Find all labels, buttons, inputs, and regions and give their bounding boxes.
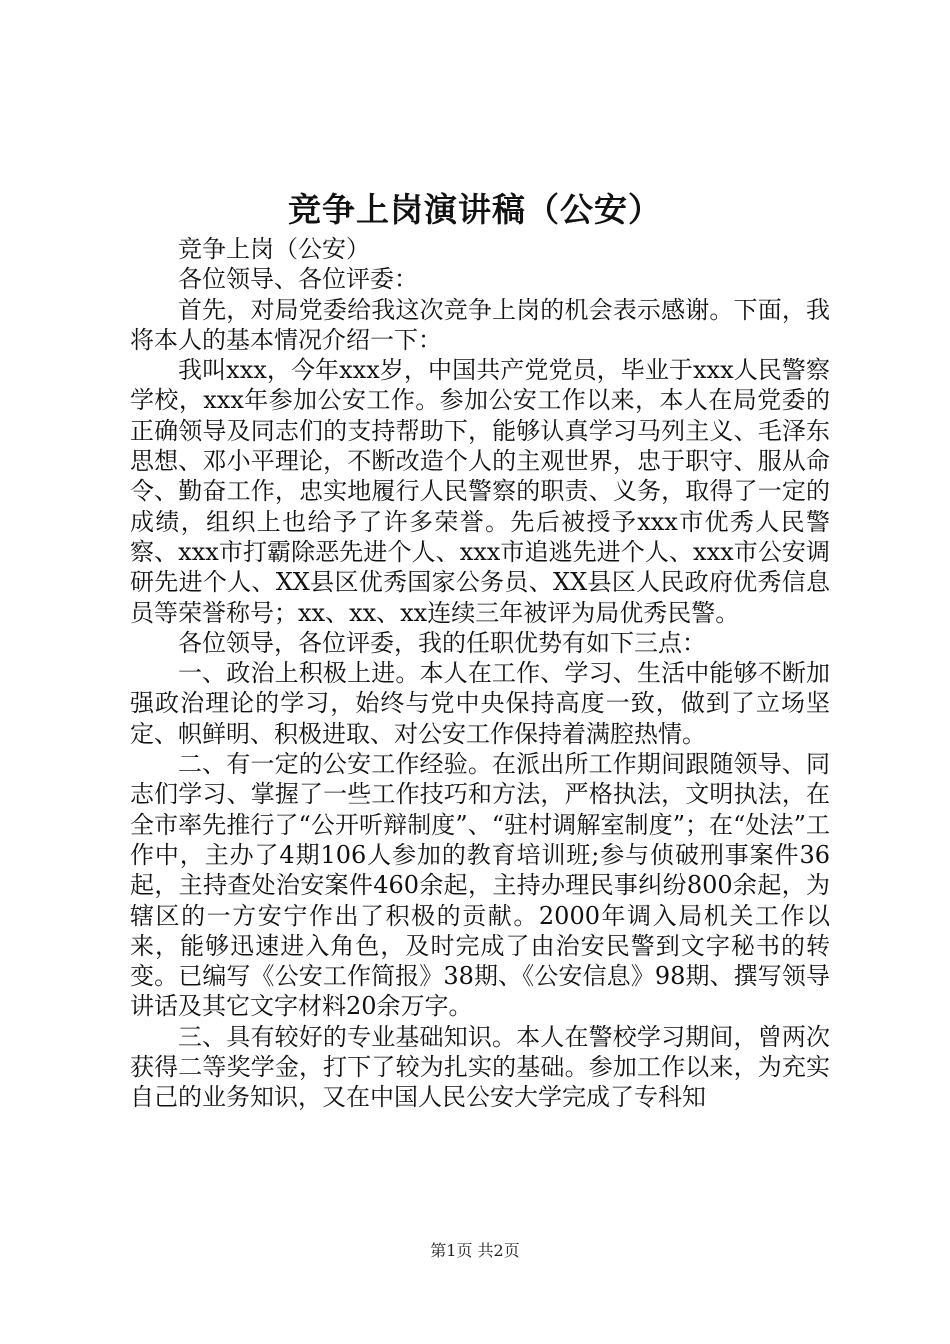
paragraph-personal-info: 我叫xxx，今年xxx岁，中国共产党党员，毕业于xxx人民警察学校，xxx年参加公安工作。参加公安工作以来，本人在局党委的正确领导及同志们的支持帮助下，能够认真学习马列主义、毛泽东思想、邓小平理论，不断改造个人的主观世界，忠于职守、服从命令、勤奋工作，忠实地履行人民警察的职责、义务，取得了一定的成绩，组织上也给予了许多荣誉。先后被授予xxx市优秀人民警察、xxx市打霸除恶先进个人、xxx市追逃先进个人、xxx市公安调研先进个人、XX县区优秀国家公务员、XX县区人民政府优秀信息员等荣誉称号；xx、xx、xx连续三年被评为局优秀民警。 xyxy=(130,356,830,627)
document-title: 竞争上岗演讲稿（公安） xyxy=(288,190,662,229)
document-body xyxy=(130,234,830,1200)
paragraph-advantage-1: 一、政治上积极上进。本人在工作、学习、生活中能够不断加强政治理论的学习，始终与党中央保持高度一致，做到了立场坚定、帜鲜明、积极进取、对公安工作保持着满腔热情。 xyxy=(130,659,830,748)
paragraph-advantage-2: 二、有一定的公安工作经验。在派出所工作期间跟随领导、同志们学习、掌握了一些工作技巧和方法，严格执法，文明执法，在全市率先推行了“公开听辩制度”、“驻村调解室制度”；在“处法”工作中，主办了4期106人参加的教育培训班;参与侦破刑事案件36起，主持查处治安案件460余起，主持办理民事纠纷800余起，为辖区的一方安宁作出了积极的贡献。2000年调入局机关工作以来，能够迅速进入角色，及时完成了由治安民警到文字秘书的转变。已编写《公安工作简报》38期、《公安信息》98期、撰写领导讲话及其它文字材料20余万字。 xyxy=(130,750,830,1021)
paragraph-salutation: 各位领导、各位评委： xyxy=(178,265,418,294)
paragraph-advantage-3: 三、具有较好的专业基础知识。本人在警校学习期间，曾两次获得二等奖学金，打下了较为扎实的基础。参加工作以来，为充实自己的业务知识，又在中国人民公安大学完成了专科知 xyxy=(130,1022,830,1112)
paragraph-opening: 首先，对局党委给我这次竞争上岗的机会表示感谢。下面，我将本人的基本情况介绍一下： xyxy=(130,295,830,354)
page-footer: 第1页 共2页 xyxy=(430,1241,520,1260)
paragraph-advantages-intro: 各位领导，各位评委，我的任职优势有如下三点： xyxy=(178,628,706,657)
paragraph-subtitle: 竞争上岗（公安） xyxy=(178,235,370,263)
